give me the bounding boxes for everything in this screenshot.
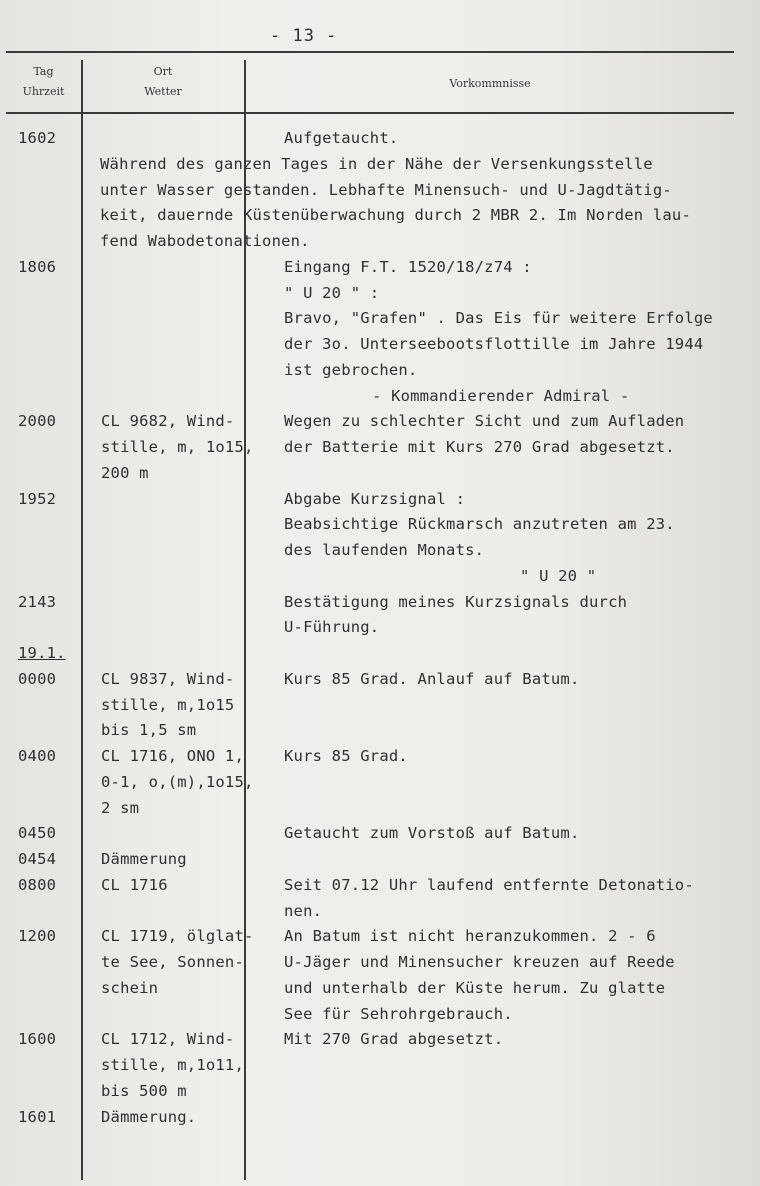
log-line-event: der 3o. Unterseebootsflottille im Jahre 1944 — [284, 335, 704, 353]
header-date-time — [6, 62, 81, 102]
log-line-time: 0400 — [18, 747, 57, 765]
log-line-place: 200 m — [101, 463, 149, 482]
log-line-event: Abgabe Kurzsignal : — [284, 489, 466, 508]
log-line-event: und unterhalb der Küste herum. Zu glatte — [284, 978, 666, 997]
log-line-place: bis 500 m — [101, 1081, 187, 1100]
log-line-event: Bravo, "Grafen" . Das Eis für weitere Erfolge — [284, 309, 713, 328]
log-line-event: Getaucht zum Vorstoß auf Batum. — [284, 824, 580, 843]
log-line-place: CL 9837, Wind- — [101, 669, 235, 688]
header-bottom-rule — [6, 112, 734, 114]
log-line-time: 2143 — [18, 592, 57, 611]
log-line-place: 0-1, o,(m),1o15, — [101, 772, 254, 791]
page-number: - 13 - — [270, 26, 338, 46]
header-wetter: Wetter — [144, 85, 182, 98]
log-line-place: stille, m, 1o15, — [101, 438, 254, 456]
header-top-rule — [6, 51, 734, 53]
log-line-place: 2 sm — [101, 798, 140, 817]
log-line-event: nen. — [284, 901, 323, 920]
log-line-time: 1602 — [18, 129, 57, 147]
log-line-event: Beabsichtige Rückmarsch anzutreten am 23. — [284, 515, 675, 534]
log-line-event: Kurs 85 Grad. Anlauf auf Batum. — [284, 669, 580, 688]
log-line-wide: keit, dauernde Küstenüberwachung durch 2 MBR 2. Im Norden lau- — [100, 206, 691, 225]
log-line-time: 0450 — [18, 824, 57, 843]
log-line-place: Dämmerung. — [101, 1107, 197, 1126]
log-line-place: bis 1,5 sm — [101, 721, 197, 740]
log-line-wide: Während des ganzen Tages in der Nähe der Versenkungsstelle — [100, 154, 653, 173]
log-line-event: des laufenden Monats. — [284, 541, 485, 559]
log-line-event: Eingang F.T. 1520/18/z74 : — [284, 257, 532, 276]
log-line-time: 1200 — [18, 927, 57, 946]
log-line-sign: - Kommandierender Admiral - — [372, 386, 630, 405]
column-divider-1 — [81, 60, 83, 1180]
log-line-place: te See, Sonnen- — [101, 953, 244, 971]
log-line-place: CL 1716, ONO 1, — [101, 747, 244, 765]
log-line-time: 1806 — [18, 257, 57, 276]
log-line-wide: fend Wabodetonationen. — [100, 232, 310, 250]
log-line-event: See für Sehrohrgebrauch. — [284, 1004, 513, 1023]
log-line-event: ist gebrochen. — [284, 360, 418, 379]
log-line-event: U-Jäger und Minensucher kreuzen auf Reede — [284, 953, 675, 971]
log-line-event: Bestätigung meines Kurzsignals durch — [284, 592, 628, 611]
log-line-wide: unter Wasser gestanden. Lebhafte Minensuch- und U-Jagdtätig- — [100, 180, 672, 199]
log-line-place: stille, m,1o15 — [101, 695, 235, 714]
log-line-sign2: " U 20 " — [520, 566, 597, 585]
header-ort: Ort — [153, 65, 173, 78]
log-line-place: CL 1712, Wind- — [101, 1030, 235, 1049]
log-line-time: 2000 — [18, 412, 57, 431]
header-place-weather — [83, 62, 243, 102]
log-line-event: Kurs 85 Grad. — [284, 747, 408, 765]
log-line-time: 19.1. — [18, 644, 66, 662]
log-line-event: U-Führung. — [284, 618, 380, 637]
log-line-place: CL 1719, ölglat- — [101, 927, 254, 946]
log-line-time: 1952 — [18, 489, 57, 508]
log-line-time: 1600 — [18, 1030, 57, 1049]
log-line-time: 1601 — [18, 1107, 57, 1126]
log-line-event: " U 20 " : — [284, 283, 380, 302]
log-line-place: schein — [101, 978, 159, 997]
log-line-place: CL 1716 — [101, 875, 168, 894]
header-uhrzeit: Uhrzeit — [22, 85, 65, 98]
header-events: Vorkommnisse — [449, 77, 531, 90]
log-line-time: 0800 — [18, 875, 57, 894]
log-line-center: Aufgetaucht. — [284, 129, 399, 147]
log-line-time: 0454 — [18, 850, 57, 868]
log-line-time: 0000 — [18, 669, 57, 688]
log-line-place: stille, m,1o11, — [101, 1056, 244, 1074]
log-line-place: CL 9682, Wind- — [101, 412, 235, 431]
log-line-event: der Batterie mit Kurs 270 Grad abgesetzt. — [284, 438, 675, 456]
log-line-event: Wegen zu schlechter Sicht und zum Aufladen — [284, 412, 685, 431]
log-line-place: Dämmerung — [101, 850, 187, 868]
header-tag: Tag — [33, 65, 54, 78]
log-line-event: Mit 270 Grad abgesetzt. — [284, 1030, 504, 1049]
log-line-event: An Batum ist nicht heranzukommen. 2 - 6 — [284, 927, 656, 946]
log-line-event: Seit 07.12 Uhr laufend entfernte Detonatio- — [284, 875, 694, 894]
